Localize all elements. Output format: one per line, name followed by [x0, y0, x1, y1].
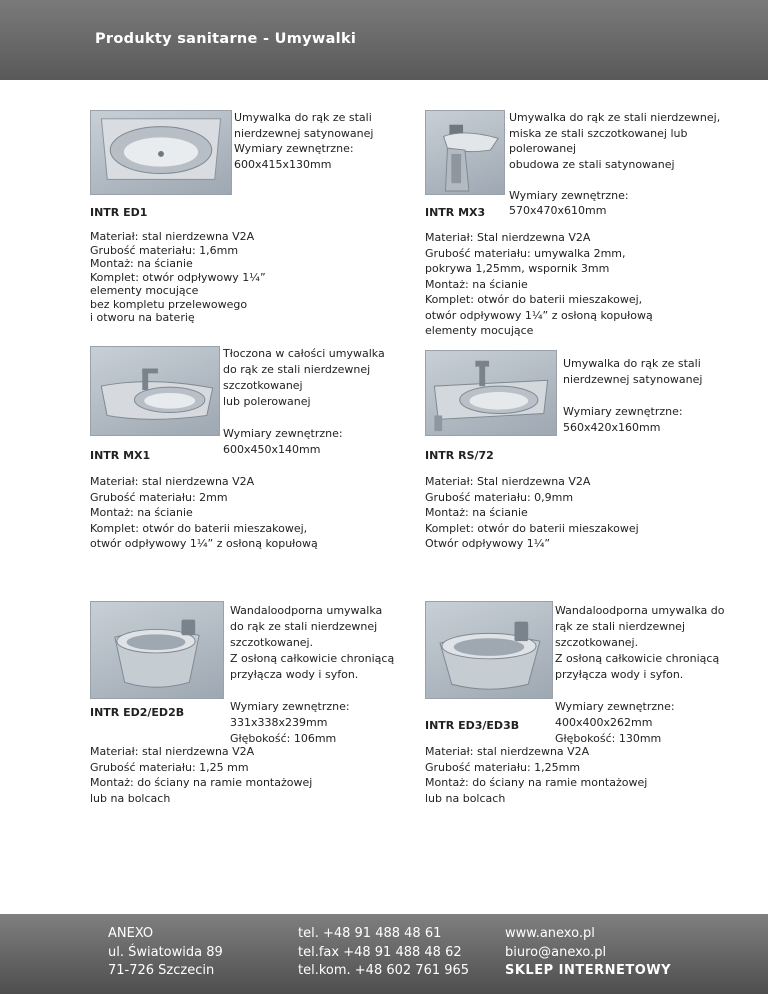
- product-image-mx3: [425, 110, 505, 195]
- product-description: Umywalka do rąk ze stali nierdzewnej satynowanej Wymiary zewnętrzne: 560x420x160mm: [563, 357, 703, 434]
- footer-phones: [298, 925, 469, 981]
- footer-contact: [505, 925, 671, 981]
- product-code: INTR MX1: [90, 449, 151, 462]
- address-street: ul. Światowida 89: [108, 944, 223, 960]
- product-specs: Materiał: stal nierdzewna V2A Grubość materiału: 2mm Montaż: na ścianie Komplet: otwór do baterii mieszakowej, otwór odpływowy 1¼” z osłoną kopułową: [90, 475, 318, 550]
- product-specs: Materiał: stal nierdzewna V2A Grubość materiału: 1,25mm Montaż: do ściany na ramie montażowej lub na bolcach: [425, 745, 648, 805]
- product-specs: Materiał: stal nierdzewna V2A Grubość materiału: 1,6mm Montaż: na ścianie Komplet: otwór odpływowy 1¼” elementy mocujące bez kompletu przelewowego i otworu na baterię: [90, 230, 266, 324]
- product-image-rs72: [425, 350, 557, 436]
- page-footer: [0, 914, 768, 994]
- shop-link[interactable]: SKLEP INTERNETOWY: [505, 963, 672, 978]
- sink-icon: [91, 602, 223, 698]
- sink-icon: [91, 347, 219, 435]
- page-header: [0, 0, 768, 80]
- phone-mobile: tel.kom. +48 602 761 965: [298, 963, 470, 978]
- footer-address: [108, 925, 223, 981]
- sink-icon: [426, 351, 556, 435]
- product-specs: Materiał: stal nierdzewna V2A Grubość materiału: 1,25 mm Montaż: do ściany na ramie montażowej lub na bolcach: [90, 745, 313, 805]
- product-image-ed2: [90, 601, 224, 699]
- product-code: INTR MX3: [425, 206, 486, 219]
- product-code: INTR ED3/ED3B: [425, 719, 520, 732]
- page-title: Produkty sanitarne - Umywalki: [95, 31, 357, 47]
- phone-fax: tel.fax +48 91 488 48 62: [298, 944, 462, 960]
- sink-icon: [426, 111, 504, 194]
- product-description: Umywalka do rąk ze stali nierdzewnej, miska ze stali szczotkowanej lub polerowanej obudowa ze stali satynowanej Wymiary zewnętrzne: 570x470x610mm: [509, 111, 721, 217]
- product-specs: Materiał: Stal nierdzewna V2A Grubość materiału: 0,9mm Montaż: na ścianie Komplet: otwór do baterii mieszakowej Otwór odpływowy 1¼”: [425, 475, 639, 550]
- product-image-mx1: [90, 346, 220, 436]
- address-city: 71-726 Szczecin: [108, 963, 215, 978]
- phone-tel: tel. +48 91 488 48 61: [298, 926, 442, 941]
- sink-icon: [426, 602, 552, 698]
- product-specs: Materiał: Stal nierdzewna V2A Grubość materiału: umywalka 2mm, pokrywa 1,25mm, wspornik 3mm Montaż: na ścianie Komplet: otwór do baterii mieszakowej, otwór odpływowy 1¼” z osłoną kopułową elementy mocujące: [425, 231, 653, 337]
- product-code: INTR ED2/ED2B: [90, 706, 185, 719]
- product-description: Tłoczona w całości umywalka do rąk ze stali nierdzewnej szczotkowanej lub polerowanej Wymiary zewnętrzne: 600x450x140mm: [223, 347, 385, 456]
- email-link[interactable]: biuro@anexo.pl: [505, 944, 607, 960]
- product-code: INTR RS/72: [425, 449, 494, 462]
- product-image-ed1: [90, 110, 232, 195]
- company-name: ANEXO: [108, 926, 154, 941]
- product-image-ed3: [425, 601, 553, 699]
- product-description: Wandaloodporna umywalka do rąk ze stali nierdzewnej szczotkowanej. Z osłoną całkowicie chroniącą przyłącza wody i syfon. Wymiary zewnętrzne: 331x338x239mm Głębokość: 106mm: [230, 604, 395, 745]
- product-description: Wandaloodporna umywalka do rąk ze stali nierdzewnej szczotkowanej. Z osłoną całkowicie chroniącą przyłącza wody i syfon. Wymiary zewnętrzne: 400x400x262mm Głębokość: 130mm: [555, 604, 725, 745]
- product-code: INTR ED1: [90, 206, 148, 219]
- sink-icon: [91, 111, 231, 194]
- product-description: Umywalka do rąk ze stali nierdzewnej satynowanej Wymiary zewnętrzne: 600x415x130mm: [234, 111, 374, 171]
- website-link[interactable]: www.anexo.pl: [505, 926, 595, 941]
